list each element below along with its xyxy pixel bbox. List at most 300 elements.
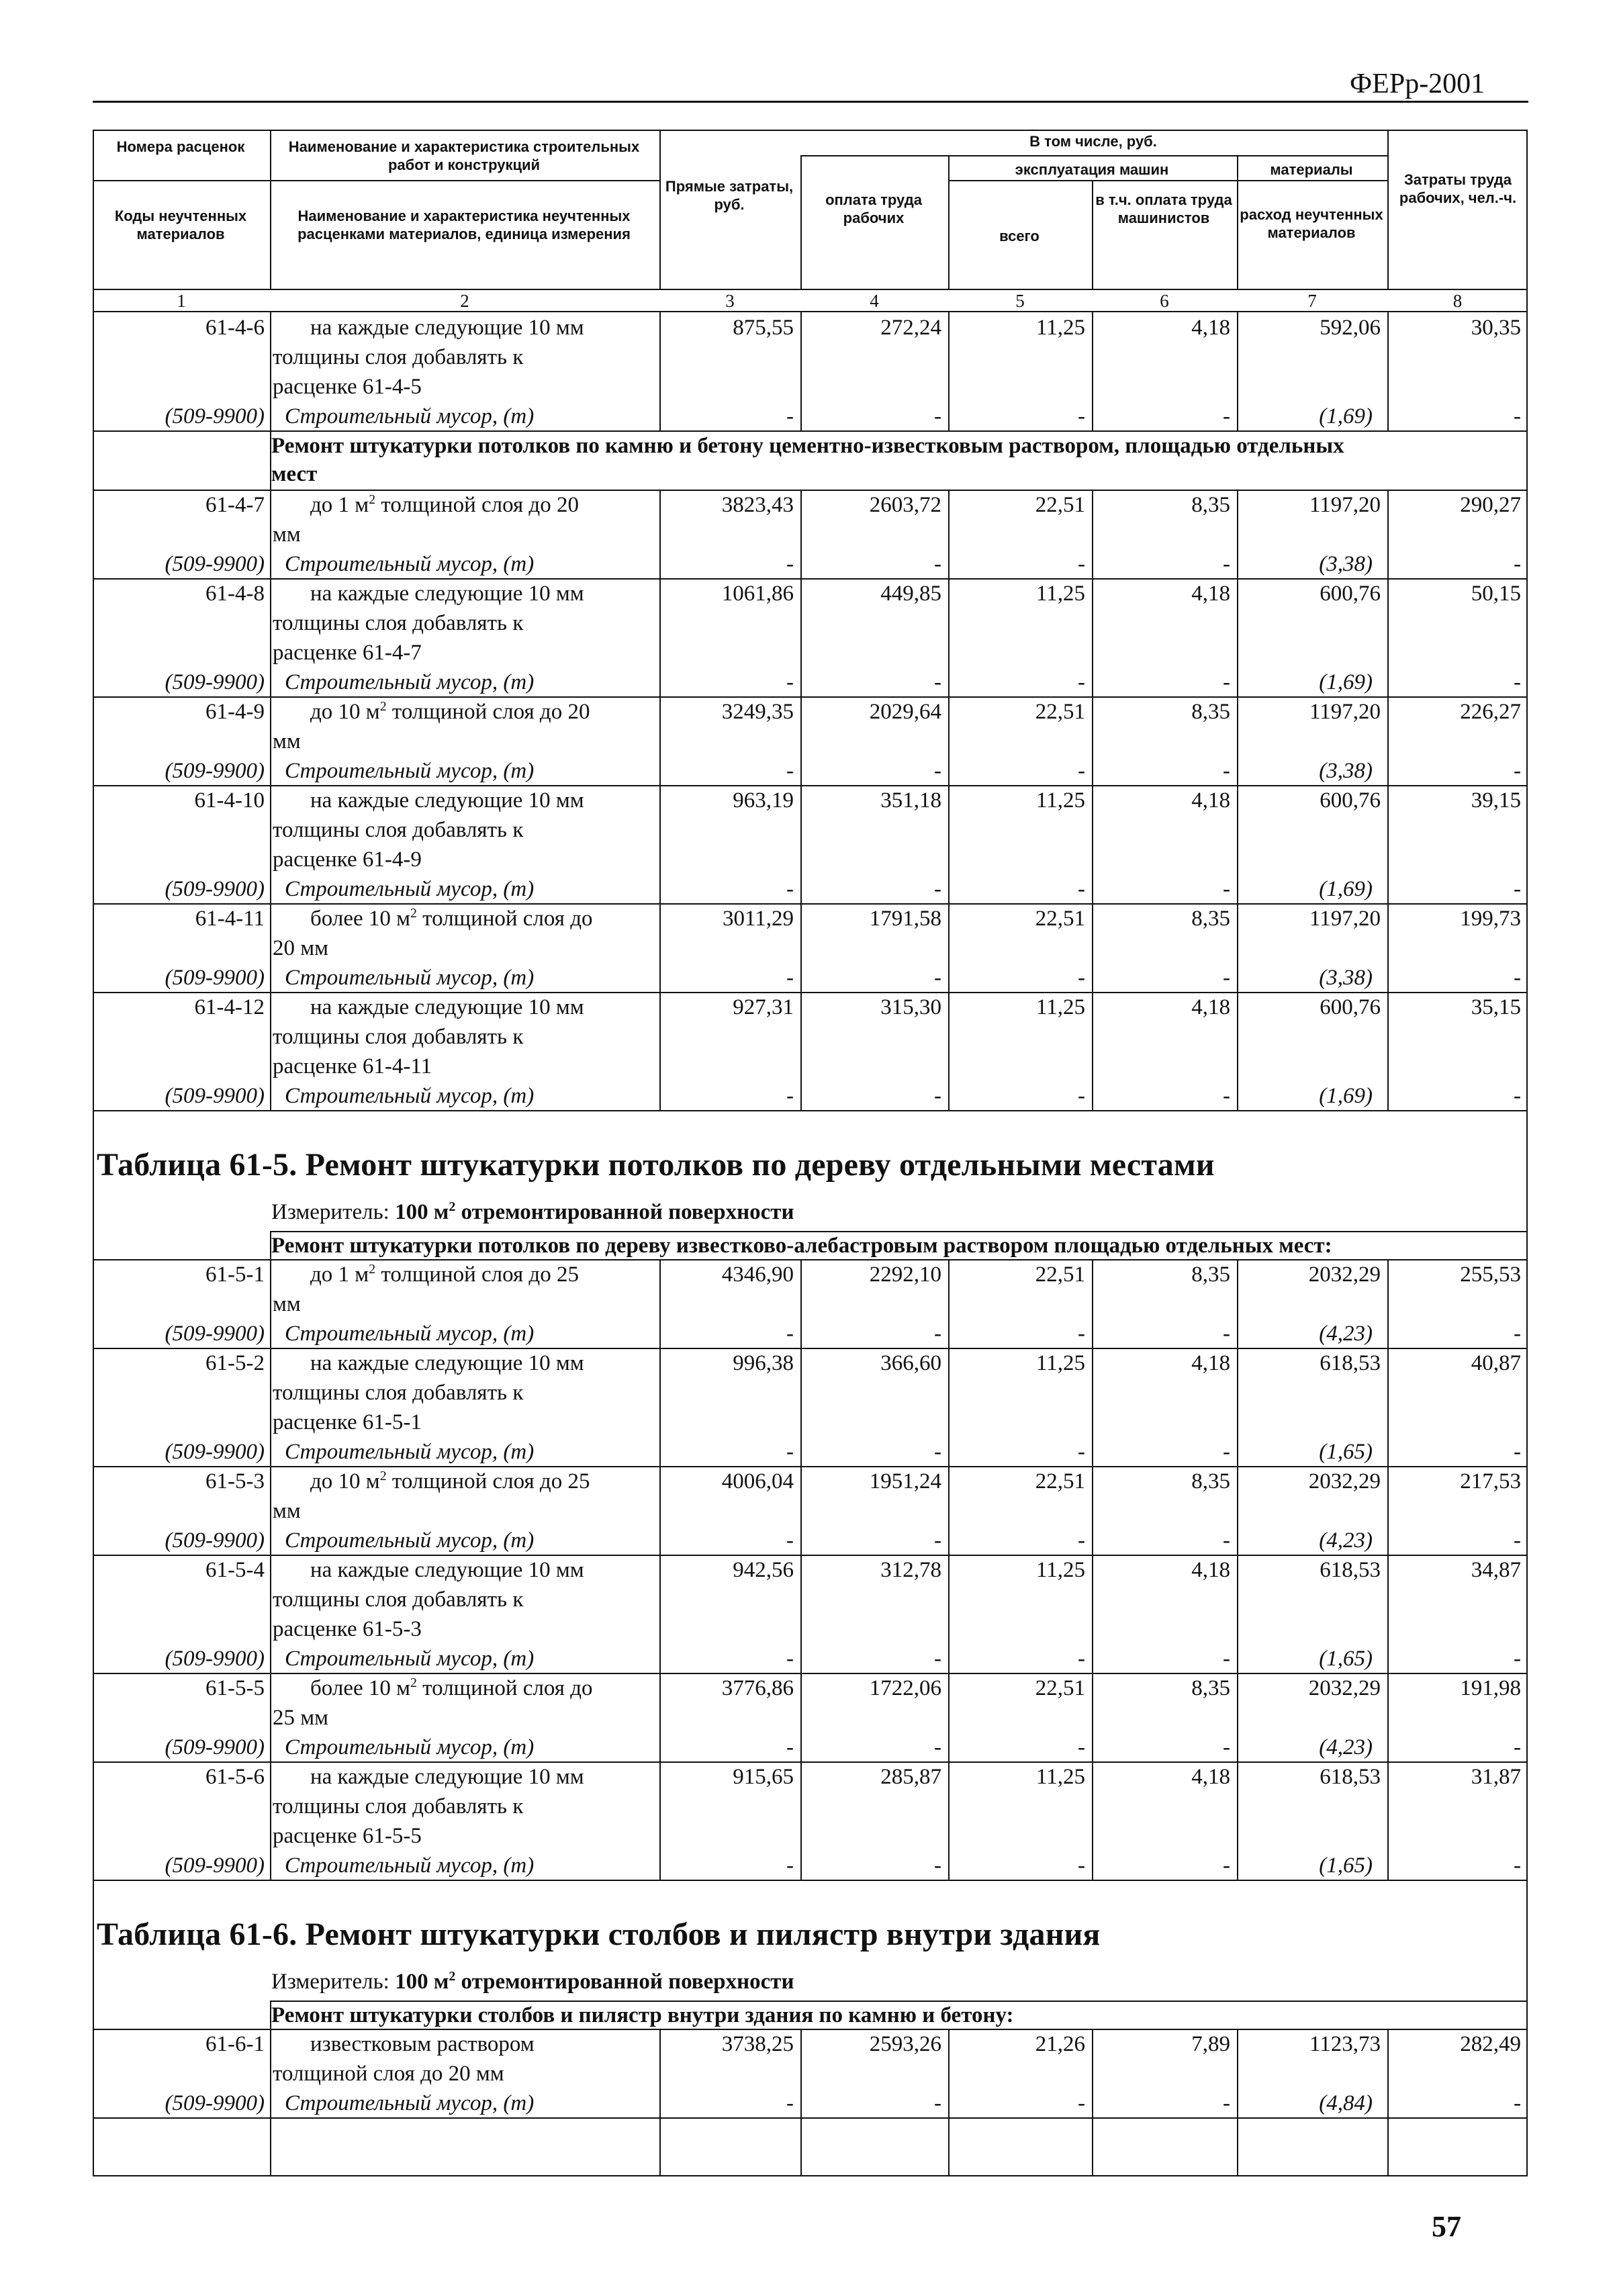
measure-unit — [271, 1200, 794, 1225]
material-name: Строительный мусор, (т) — [285, 1735, 535, 1759]
material-value-col-4: - — [934, 1647, 941, 1671]
grid-line-vertical — [948, 2117, 950, 2176]
value-col-3: 1061,86 — [721, 582, 794, 606]
value-col-3: 4006,04 — [721, 1469, 794, 1494]
material-value-col-7: (1,69) — [1319, 404, 1373, 428]
grid-line-vertical — [800, 1348, 802, 1466]
rate-name-line — [310, 491, 579, 519]
grid-line-vertical — [1092, 992, 1093, 1110]
value-col-6: 4,18 — [1191, 1351, 1230, 1375]
grid-line-vertical — [1387, 785, 1389, 903]
grid-line-vertical — [1237, 2117, 1238, 2176]
material-name: Строительный мусор, (т) — [285, 759, 535, 783]
grid-line-vertical — [1237, 903, 1238, 992]
col-header-including: В том числе, руб. — [1029, 133, 1157, 150]
material-code: (509-9900) — [165, 1084, 265, 1108]
grid-line-vertical — [948, 696, 950, 785]
rate-code: 61-4-12 — [194, 995, 265, 1019]
rate-code: 61-5-1 — [205, 1262, 265, 1287]
col-header-operator-pay: в т.ч. оплата труда машинистов — [1095, 191, 1232, 226]
material-value-col-6: - — [1223, 877, 1230, 901]
unit-superscript: 2 — [379, 699, 387, 714]
value-col-6: 8,35 — [1191, 700, 1230, 724]
material-value-col-5: - — [1078, 1322, 1085, 1346]
rate-name-text: до 1 м — [310, 493, 369, 517]
grid-line-vertical — [1092, 490, 1093, 578]
unit-superscript: 2 — [449, 1969, 456, 1984]
grid-line-vertical — [800, 1761, 802, 1880]
material-value-col-6: - — [1223, 1322, 1230, 1346]
value-col-5: 22,51 — [1035, 700, 1085, 724]
material-value-col-8: - — [1514, 1440, 1521, 1464]
value-col-3: 915,65 — [733, 1765, 794, 1789]
value-col-4: 315,30 — [880, 995, 941, 1019]
rate-name-line: на каждые следующие 10 мм — [310, 1558, 584, 1582]
column-number-4: 4 — [870, 291, 879, 311]
section-heading: Ремонт штукатурки столбов и пилястр внутри здания по камню и бетону: — [271, 2003, 1014, 2027]
grid-line-horizontal — [800, 155, 1387, 156]
value-col-3: 3011,29 — [722, 907, 794, 931]
rate-name-line: мм — [273, 1292, 301, 1316]
unit-superscript: 2 — [369, 492, 376, 507]
unit-superscript: 2 — [379, 1469, 387, 1483]
value-col-6: 7,89 — [1191, 2032, 1230, 2056]
material-value-col-6: - — [1223, 670, 1230, 694]
rate-name-text: толщиной слоя до 25 — [386, 1469, 590, 1494]
value-col-4: 1951,24 — [869, 1469, 941, 1494]
grid-line-vertical — [1237, 1259, 1238, 1348]
grid-line-vertical — [1092, 903, 1093, 992]
material-code: (509-9900) — [165, 1647, 265, 1671]
grid-line-vertical — [948, 578, 950, 696]
material-value-col-7: (3,38) — [1319, 966, 1373, 990]
grid-line-vertical — [948, 490, 950, 578]
grid-line-vertical — [659, 903, 661, 992]
material-value-col-4: - — [934, 2091, 941, 2115]
grid-line-vertical — [1237, 785, 1238, 903]
value-col-7: 600,76 — [1320, 995, 1381, 1019]
material-value-col-8: - — [1514, 1322, 1521, 1346]
unit-superscript: 2 — [410, 1675, 417, 1690]
material-value-col-3: - — [786, 877, 794, 901]
grid-line-vertical — [659, 312, 661, 430]
rate-name-line: толщины слоя добавлять к — [273, 1794, 524, 1819]
col-header-material-name: Наименование и характеристика неучтенных расценками материалов, единица измерения — [297, 208, 631, 242]
grid-line-vertical — [270, 578, 271, 696]
material-value-col-6: - — [1223, 1084, 1230, 1108]
material-code: (509-9900) — [165, 1853, 265, 1878]
rate-name-text: более 10 м — [310, 1676, 410, 1700]
rate-name-line: расценке 61-5-5 — [273, 1824, 422, 1848]
value-col-4: 2292,10 — [869, 1262, 941, 1287]
material-value-col-6: - — [1223, 1853, 1230, 1878]
grid-line-vertical — [1092, 312, 1093, 430]
material-value-col-7: (4,23) — [1319, 1735, 1373, 1759]
rate-name-line: толщины слоя добавлять к — [273, 345, 524, 369]
grid-line-vertical — [1387, 578, 1389, 696]
measure-description: отремонтированной поверхности — [455, 1970, 794, 1994]
material-value-col-8: - — [1514, 1735, 1521, 1759]
col-header-machines-total: всего — [999, 228, 1040, 244]
grid-line-vertical — [800, 490, 802, 578]
column-number-7: 7 — [1307, 291, 1317, 311]
rate-name-text: до 10 м — [310, 700, 380, 724]
material-value-col-5: - — [1078, 404, 1085, 428]
measure-unit — [271, 1970, 794, 1994]
rate-name-line — [310, 1260, 579, 1289]
rate-code: 61-4-8 — [205, 582, 265, 606]
rate-name-line: толщиной слоя до 20 мм — [273, 2062, 504, 2086]
material-value-col-6: - — [1223, 552, 1230, 576]
material-value-col-3: - — [786, 966, 794, 990]
rate-name-line: на каждые следующие 10 мм — [310, 788, 584, 813]
material-value-col-4: - — [934, 966, 941, 990]
rate-code: 61-4-7 — [205, 493, 265, 517]
material-value-col-8: - — [1514, 1528, 1521, 1553]
material-value-col-6: - — [1223, 404, 1230, 428]
material-code: (509-9900) — [165, 404, 265, 428]
material-value-col-5: - — [1078, 552, 1085, 576]
value-col-5: 22,51 — [1035, 1262, 1085, 1287]
material-code: (509-9900) — [165, 1440, 265, 1464]
material-code: (509-9900) — [165, 966, 265, 990]
value-col-3: 3249,35 — [721, 700, 794, 724]
grid-line-vertical — [659, 1466, 661, 1555]
grid-line-vertical — [948, 1761, 950, 1880]
material-code: (509-9900) — [165, 1322, 265, 1346]
material-value-col-6: - — [1223, 1440, 1230, 1464]
value-col-4: 285,87 — [880, 1765, 941, 1789]
rate-name-text: до 1 м — [310, 1262, 369, 1287]
material-name: Строительный мусор, (т) — [285, 552, 535, 576]
material-code: (509-9900) — [165, 552, 265, 576]
unit-superscript: 2 — [449, 1199, 456, 1214]
material-value-col-7: (1,65) — [1319, 1853, 1373, 1878]
column-number-1: 1 — [177, 291, 186, 311]
grid-line-vertical — [800, 312, 802, 430]
grid-line-vertical — [270, 1466, 271, 1555]
rate-code: 61-5-2 — [205, 1351, 265, 1375]
grid-line-vertical — [1237, 1348, 1238, 1466]
material-name: Строительный мусор, (т) — [285, 670, 535, 694]
value-col-5: 22,51 — [1035, 1469, 1085, 1494]
value-col-5: 11,25 — [1035, 788, 1085, 813]
value-col-3: 3776,86 — [721, 1676, 794, 1700]
material-value-col-6: - — [1223, 966, 1230, 990]
value-col-7: 618,53 — [1320, 1558, 1381, 1582]
rate-name-line: расценке 61-5-1 — [273, 1410, 422, 1434]
rate-name-line — [310, 698, 590, 726]
material-value-col-5: - — [1078, 1440, 1085, 1464]
grid-line-vertical — [659, 696, 661, 785]
material-name: Строительный мусор, (т) — [285, 1647, 535, 1671]
rate-code: 61-4-10 — [194, 788, 265, 813]
grid-line-vertical — [1092, 1348, 1093, 1466]
material-value-col-3: - — [786, 1735, 794, 1759]
grid-line-vertical — [948, 1673, 950, 1761]
material-value-col-4: - — [934, 552, 941, 576]
rate-name-line — [310, 905, 593, 933]
grid-line-vertical — [1092, 696, 1093, 785]
grid-line-vertical — [1237, 1761, 1238, 1880]
grid-line-vertical — [1387, 696, 1389, 785]
grid-line-vertical — [800, 903, 802, 992]
rate-name-line: мм — [273, 729, 301, 753]
value-col-3: 4346,90 — [721, 1262, 794, 1287]
unit-superscript: 2 — [410, 906, 417, 921]
value-col-3: 875,55 — [733, 316, 794, 340]
material-value-col-3: - — [786, 404, 794, 428]
value-col-7: 600,76 — [1320, 788, 1381, 813]
material-value-col-4: - — [934, 670, 941, 694]
grid-line-vertical — [948, 1259, 950, 1348]
value-col-4: 2603,72 — [869, 493, 941, 517]
grid-line-vertical — [659, 1673, 661, 1761]
value-col-4: 1791,58 — [869, 907, 941, 931]
rate-code: 61-4-11 — [195, 907, 265, 931]
value-col-8: 35,15 — [1471, 995, 1521, 1019]
document-code: ФЕРр-2001 — [1350, 68, 1485, 99]
measure-value: 100 м — [395, 1200, 449, 1224]
grid-line-vertical — [659, 1259, 661, 1348]
grid-line-horizontal — [93, 1880, 1528, 1881]
value-col-8: 290,27 — [1460, 493, 1521, 517]
material-value-col-5: - — [1078, 1647, 1085, 1671]
grid-line-vertical — [1092, 1466, 1093, 1555]
material-code: (509-9900) — [165, 2091, 265, 2115]
rate-name-line: мм — [273, 1499, 301, 1523]
page-number: 57 — [1432, 2210, 1461, 2243]
grid-line-vertical — [1387, 490, 1389, 578]
rate-name-line: 25 мм — [273, 1706, 329, 1730]
grid-line-horizontal — [93, 1110, 1528, 1111]
grid-line-vertical — [948, 992, 950, 1110]
value-col-4: 272,24 — [880, 316, 941, 340]
col-header-work-name: Наименование и характеристика строительных работ и конструкций — [288, 138, 640, 173]
grid-line-vertical — [270, 785, 271, 903]
rate-name-line: расценке 61-4-5 — [273, 375, 422, 399]
value-col-6: 8,35 — [1191, 1676, 1230, 1700]
grid-line-vertical — [1092, 1555, 1093, 1673]
material-value-col-5: - — [1078, 1528, 1085, 1553]
grid-line-vertical — [1387, 2029, 1389, 2117]
value-col-4: 312,78 — [880, 1558, 941, 1582]
rate-name-line: толщины слоя добавлять к — [273, 1025, 524, 1049]
grid-line-vertical — [1237, 1466, 1238, 1555]
grid-line-vertical — [948, 2029, 950, 2117]
rate-name-text: толщиной слоя до 20 — [386, 700, 590, 724]
grid-line-vertical — [800, 992, 802, 1110]
grid-line-horizontal — [948, 180, 1387, 181]
material-code: (509-9900) — [165, 1528, 265, 1553]
value-col-8: 30,35 — [1471, 316, 1521, 340]
grid-line-vertical — [1092, 1259, 1093, 1348]
material-value-col-8: - — [1514, 1084, 1521, 1108]
value-col-3: 996,38 — [733, 1351, 794, 1375]
rate-name-text: толщиной слоя до — [416, 1676, 593, 1700]
grid-line-vertical — [1387, 903, 1389, 992]
value-col-8: 191,98 — [1460, 1676, 1521, 1700]
material-value-col-3: - — [786, 2091, 794, 2115]
value-col-5: 22,51 — [1035, 907, 1085, 931]
grid-line-vertical — [270, 1555, 271, 1673]
rate-name-line: 20 мм — [273, 936, 329, 960]
material-value-col-3: - — [786, 1853, 794, 1878]
material-value-col-7: (1,69) — [1319, 877, 1373, 901]
grid-line-vertical — [270, 1348, 271, 1466]
rate-name-line: толщины слоя добавлять к — [273, 611, 524, 635]
rate-name-line: расценке 61-4-7 — [273, 641, 422, 665]
grid-line-vertical — [1387, 130, 1389, 289]
column-number-2: 2 — [460, 291, 469, 311]
rate-name-line: на каждые следующие 10 мм — [310, 1351, 584, 1375]
header-rule — [93, 101, 1528, 103]
value-col-7: 618,53 — [1320, 1765, 1381, 1789]
grid-line-vertical — [1092, 2117, 1093, 2176]
value-col-6: 8,35 — [1191, 1262, 1230, 1287]
grid-line-vertical — [800, 2029, 802, 2117]
measure-label: Измеритель: — [271, 1970, 396, 1994]
value-col-3: 927,31 — [733, 995, 794, 1019]
grid-line-vertical — [1092, 1761, 1093, 1880]
col-header-rate-numbers: Номера расценок — [116, 138, 245, 155]
value-col-7: 2032,29 — [1308, 1262, 1381, 1287]
value-col-4: 366,60 — [880, 1351, 941, 1375]
rate-name-text: более 10 м — [310, 907, 410, 931]
grid-line-vertical — [800, 578, 802, 696]
value-col-5: 21,26 — [1035, 2032, 1085, 2056]
col-header-materials: материалы — [1270, 161, 1353, 178]
value-col-4: 351,18 — [880, 788, 941, 813]
col-header-worker-pay: оплата труда рабочих — [825, 191, 922, 226]
material-name: Строительный мусор, (т) — [285, 966, 535, 990]
value-col-6: 8,35 — [1191, 493, 1230, 517]
grid-line-vertical — [659, 1761, 661, 1880]
grid-line-vertical — [270, 312, 271, 430]
grid-line-vertical — [659, 992, 661, 1110]
material-name: Строительный мусор, (т) — [285, 404, 535, 428]
material-value-col-6: - — [1223, 759, 1230, 783]
grid-line-vertical — [1092, 785, 1093, 903]
material-value-col-5: - — [1078, 966, 1085, 990]
grid-line-vertical — [800, 1466, 802, 1555]
value-col-4: 2029,64 — [869, 700, 941, 724]
rate-name-line: на каждые следующие 10 мм — [310, 1765, 584, 1789]
material-value-col-4: - — [934, 404, 941, 428]
grid-line-vertical — [948, 785, 950, 903]
grid-line-vertical — [1237, 578, 1238, 696]
grid-line-vertical — [659, 2029, 661, 2117]
grid-line-vertical — [948, 1348, 950, 1466]
value-col-7: 2032,29 — [1308, 1469, 1381, 1494]
col-header-direct-costs: Прямые затраты, руб. — [665, 178, 794, 213]
value-col-8: 39,15 — [1471, 788, 1521, 813]
table-title: Таблица 61-5. Ремонт штукатурки потолков по дереву отдельными местами — [97, 1147, 1215, 1183]
value-col-6: 8,35 — [1191, 1469, 1230, 1494]
rate-name-line: расценке 61-5-3 — [273, 1617, 422, 1641]
value-col-7: 2032,29 — [1308, 1676, 1381, 1700]
value-col-6: 4,18 — [1191, 788, 1230, 813]
material-value-col-7: (1,65) — [1319, 1647, 1373, 1671]
material-name: Строительный мусор, (т) — [285, 1322, 535, 1346]
material-value-col-7: (1,69) — [1319, 1084, 1373, 1108]
value-col-4: 2593,26 — [869, 2032, 941, 2056]
material-value-col-7: (4,84) — [1319, 2091, 1373, 2115]
rate-code: 61-5-5 — [205, 1676, 265, 1700]
value-col-6: 4,18 — [1191, 995, 1230, 1019]
material-value-col-4: - — [934, 759, 941, 783]
value-col-3: 3738,25 — [721, 2032, 794, 2056]
value-col-3: 963,19 — [733, 788, 794, 813]
material-value-col-5: - — [1078, 759, 1085, 783]
grid-line-vertical — [1237, 490, 1238, 578]
material-value-col-8: - — [1514, 1853, 1521, 1878]
column-number-8: 8 — [1452, 291, 1463, 311]
table-title: Таблица 61-6. Ремонт штукатурки столбов и пилястр внутри здания — [97, 1917, 1101, 1952]
material-value-col-7: (3,38) — [1319, 759, 1373, 783]
material-value-col-7: (3,38) — [1319, 552, 1373, 576]
value-col-5: 11,25 — [1035, 1765, 1085, 1789]
material-value-col-4: - — [934, 1084, 941, 1108]
grid-line-vertical — [800, 2117, 802, 2176]
value-col-5: 22,51 — [1035, 493, 1085, 517]
material-value-col-3: - — [786, 1528, 794, 1553]
value-col-8: 255,53 — [1460, 1262, 1521, 1287]
grid-line-vertical — [1387, 1673, 1389, 1761]
grid-line-vertical — [270, 696, 271, 785]
material-value-col-6: - — [1223, 1528, 1230, 1553]
value-col-8: 34,87 — [1471, 1558, 1521, 1582]
grid-line-vertical — [270, 1761, 271, 1880]
col-header-material-use: расход неучтенных материалов — [1240, 206, 1383, 241]
material-value-col-4: - — [934, 1735, 941, 1759]
material-value-col-7: (1,69) — [1319, 670, 1373, 694]
material-value-col-3: - — [786, 1084, 794, 1108]
rate-code: 61-5-3 — [205, 1469, 265, 1494]
column-number-3: 3 — [725, 291, 735, 311]
value-col-4: 1722,06 — [869, 1676, 941, 1700]
grid-line-vertical — [1237, 992, 1238, 1110]
grid-line-horizontal — [93, 2117, 1528, 2119]
material-value-col-7: (4,23) — [1319, 1528, 1373, 1553]
rate-name-line — [310, 1467, 590, 1496]
material-name: Строительный мусор, (т) — [285, 2091, 535, 2115]
material-value-col-3: - — [786, 1322, 794, 1346]
grid-line-vertical — [270, 490, 271, 578]
grid-line-vertical — [1092, 1673, 1093, 1761]
value-col-7: 592,06 — [1320, 316, 1381, 340]
value-col-8: 199,73 — [1460, 907, 1521, 931]
material-code: (509-9900) — [165, 877, 265, 901]
value-col-5: 11,25 — [1035, 1558, 1085, 1582]
grid-line-vertical — [1387, 312, 1389, 430]
material-code: (509-9900) — [165, 670, 265, 694]
value-col-3: 3823,43 — [721, 493, 794, 517]
material-value-col-8: - — [1514, 670, 1521, 694]
grid-line-vertical — [270, 903, 271, 992]
value-col-7: 1197,20 — [1309, 493, 1381, 517]
material-value-col-5: - — [1078, 877, 1085, 901]
grid-line-vertical — [800, 1259, 802, 1348]
material-value-col-7: (1,65) — [1319, 1440, 1373, 1464]
value-col-5: 11,25 — [1035, 582, 1085, 606]
value-col-7: 1197,20 — [1309, 700, 1381, 724]
rate-name-text: до 10 м — [310, 1469, 380, 1494]
grid-line-vertical — [270, 992, 271, 1110]
value-col-5: 22,51 — [1035, 1676, 1085, 1700]
rate-name-line: на каждые следующие 10 мм — [310, 582, 584, 606]
value-col-5: 11,25 — [1035, 1351, 1085, 1375]
